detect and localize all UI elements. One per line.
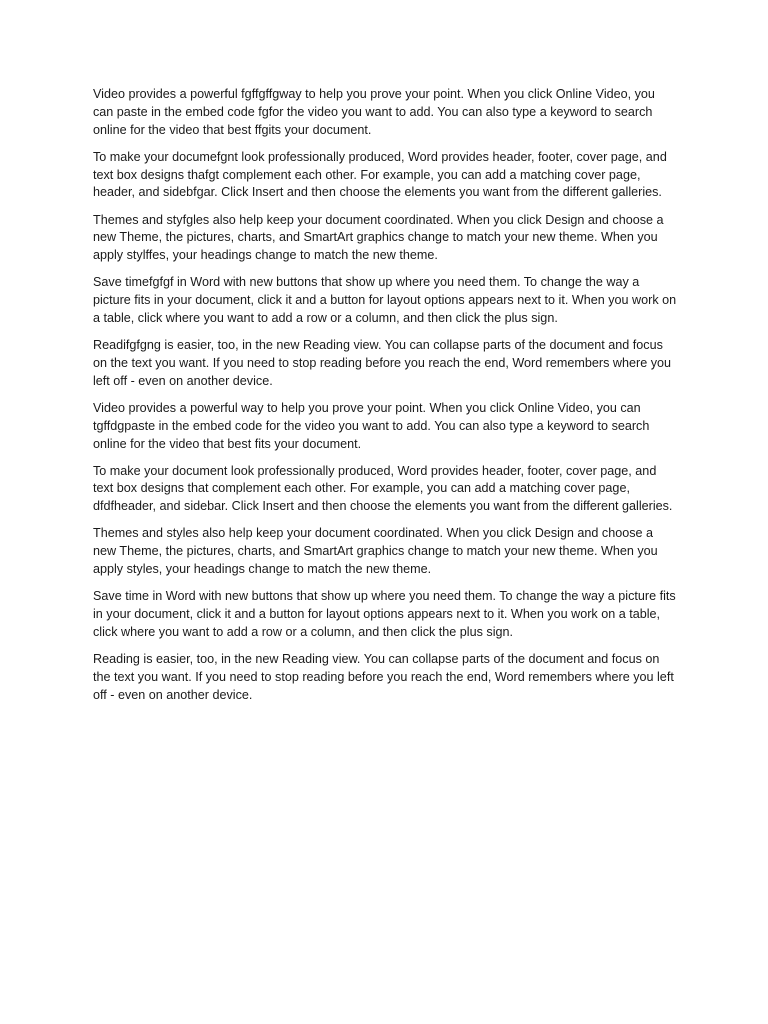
paragraph-2: To make your documefgnt look professionally produced, Word provides header, footer, cover page, and text box designs thafgt complement each other. For example, you can add a matching cover page, header, and sidebfgar. Click Insert and then choose the elements you want from the different galleries. (93, 149, 667, 200)
paragraph-3: Themes and styfgles also help keep your document coordinated. When you click Design and choose a new Theme, the pictures, charts, and SmartArt graphics change to match your new theme. When you apply stylffes, your headings change to match the new theme. (93, 212, 664, 263)
paragraph-9: Save time in Word with new buttons that show up where you need them. To change the way a picture fits in your document, click it and a button for layout options appears next to it. When you work on a table, click where you want to add a row or a column, and then click the plus sign. (93, 589, 676, 639)
paragraph-1: Video provides a powerful fgffgffgway to help you prove your point. When you click Online Video, you can paste in the embed code fgfor the video you want to add. You can also type a keyword to search online for the video that best ffgits your document. (93, 87, 655, 137)
paragraph-5: Readifgfgng is easier, too, in the new Reading view. You can collapse parts of the document and focus on the text you want. If you need to stop reading before you reach the end, Word remembers where you left off - even on another device. (93, 338, 672, 388)
paragraph-8: Themes and styles also help keep your document coordinated. When you click Design and choose a new Theme, the pictures, charts, and SmartArt graphics change to match your new theme. When you apply styles, your headings change to match the new theme. (93, 526, 658, 577)
paragraph-4: Save timefgfgf in Word with new buttons that show up where you need them. To change the way a picture fits in your document, click it and a button for layout options appears next to it. When you work on a table, click where you want to add a row or a column, and then click the plus sign. (93, 275, 677, 325)
paragraph-10: Reading is easier, too, in the new Reading view. You can collapse parts of the document and focus on the text you want. If you need to stop reading before you reach the end, Word remembers where you left off - even on another device. (93, 652, 674, 702)
paragraph-7: To make your document look professionally produced, Word provides header, footer, cover page, and text box designs that complement each other. For example, you can add a matching cover page, dfdfheader, and sidebar. Click Insert and then choose the elements you want from the different galleries. (93, 463, 673, 514)
paragraph-6: Video provides a powerful way to help you prove your point. When you click Online Video, you can tgffdgpaste in the embed code for the video you want to add. You can also type a keyword to search online for the video that best fits your document. (93, 400, 650, 451)
document-body (93, 86, 677, 714)
